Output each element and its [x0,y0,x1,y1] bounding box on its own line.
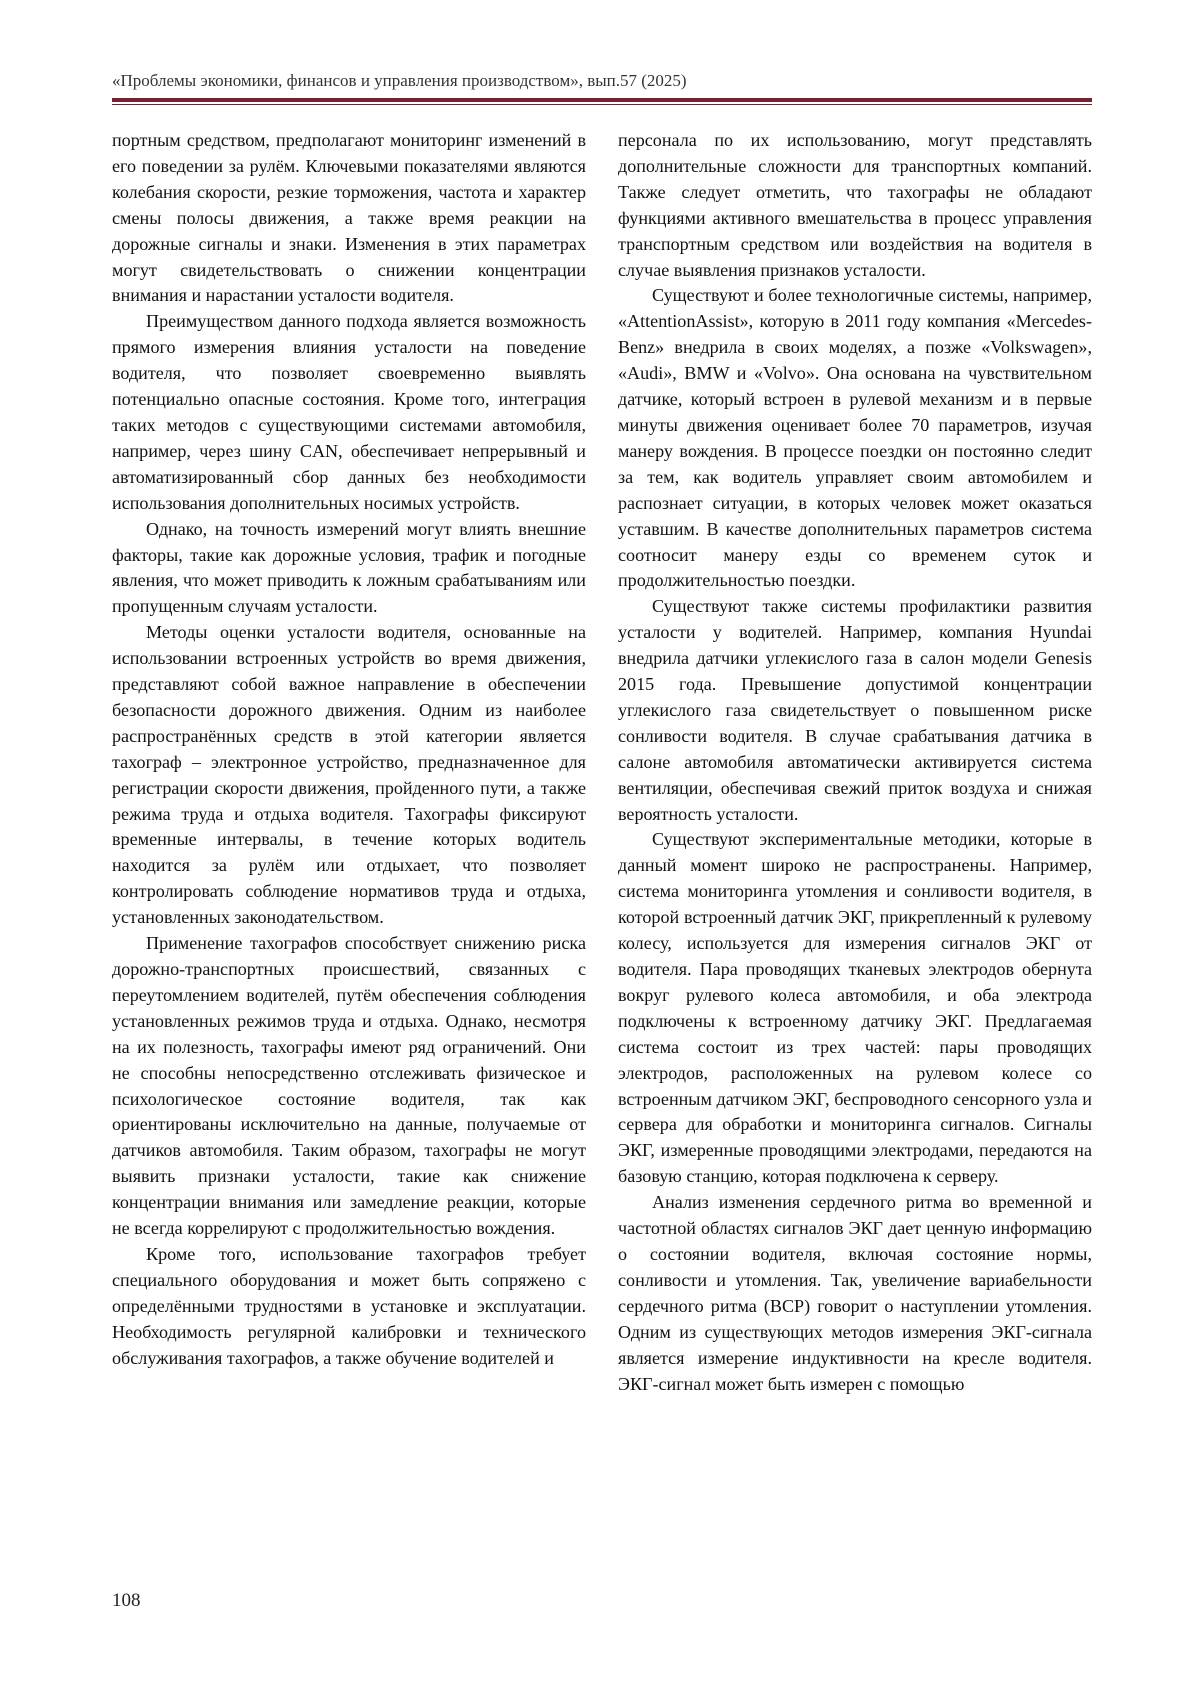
left-column [112,128,586,1372]
paragraph: Преимуществом данного подхода является возможность прямого измерения влияния усталости на поведение водителя, что позволяет своевременно выявлять потенциально опасные состояния. Кроме того, интеграция таких методов с существующими системами автомобиля, например, через шину CAN, обеспечивает непрерывный и автоматизированный сбор данных без необходимости использования дополнительных носимых устройств. [112,311,586,513]
paragraph: Методы оценки усталости водителя, основанные на использовании встроенных устройств во время движения, представляют собой важное направление в обеспечении безопасности дорожного движения. Одним из наиболее распространённых средств в этой категории является тахограф – электронное устройство, предназначенное для регистрации скорости движения, пройденного пути, а также режима труда и отдыха водителя. Тахографы фиксируют временные интервалы, в течение которых водитель находится за рулём или отдыхает, что позволяет контролировать соблюдение нормативов труда и отдыха, установленных законодательством. [112,622,586,928]
paragraph: Существуют также системы профилактики развития усталости у водителей. Например, компания Hyundai внедрила датчики углекислого газа в салон модели Genesis 2015 года. Превышение допустимой концентрации углекислого газа свидетельствует о повышенном риске сонливости водителя. В случае срабатывания датчика в салоне автомобиля автоматически активируется система вентиляции, обеспечивая свежий приток воздуха и снижая вероятность усталости. [618,596,1092,824]
paragraph: персонала по их использованию, могут представлять дополнительные сложности для транспортных компаний. Также следует отметить, что тахографы не обладают функциями активного вмешательства в процесс управления транспортным средством или воздействия на водителя в случае выявления признаков усталости. [618,130,1092,280]
right-column [618,128,1092,1397]
page-number: 108 [112,1590,141,1611]
paragraph: Применение тахографов способствует снижению риска дорожно-транспортных происшествий, связанных с переутомлением водителей, путём обеспечения соблюдения установленных режимов труда и отдыха. Однако, несмотря на их полезность, тахографы имеют ряд ограничений. Они не способны непосредственно отслеживать физическое и психологическое состояние водителя, так как ориентированы исключительно на данные, получаемые от датчиков автомобиля. Таким образом, тахографы не могут выявить признаки усталости, такие как снижение концентрации внимания или замедление реакции, которые не всегда коррелируют с продолжительностью вождения. [112,933,586,1239]
paragraph: Анализ изменения сердечного ритма во временной и частотной областях сигналов ЭКГ дает ценную информацию о состоянии водителя, включая состояние нормы, сонливости и утомления. Так, увеличение вариабельности сердечного ритма (ВСР) говорит о наступлении утомления. Одним из существующих методов измерения ЭКГ-сигнала является измерение индуктивности на кресле водителя. ЭКГ-сигнал может быть измерен с помощью [618,1192,1092,1394]
paragraph: Существуют и более технологичные системы, например, «AttentionAssist», которую в 2011 году компания «Mercedes-Benz» внедрила в своих моделях, а позже «Volkswagen», «Audi», BMW и «Volvo». Она основана на чувствительном датчике, который встроен в рулевой механизм и в первые минуты движения оценивает более 70 параметров, изучая манеру вождения. В процессе поездки он постоянно следит за тем, как водитель управляет своим автомобилем и распознает ситуации, в которых человек может оказаться уставшим. В качестве дополнительных параметров система соотносит манеру езды со временем суток и продолжительностью поездки. [618,285,1092,591]
journal-header: «Проблемы экономики, финансов и управления производством», вып.57 (2025) [112,71,687,90]
header-rule-thick [112,98,1092,102]
paragraph: Существуют экспериментальные методики, которые в данный момент широко не распространены. Например, система мониторинга утомления и сонливости водителя, в которой встроенный датчик ЭКГ, прикрепленный к рулевому колесу, используется для измерения сигналов ЭКГ от водителя. Пара проводящих тканевых электродов обернута вокруг рулевого колеса автомобиля, и оба электрода подключены к встроенному датчику ЭКГ. Предлагаемая система состоит из трех частей: пары проводящих электродов, расположенных на рулевом колесе со встроенным датчиком ЭКГ, беспроводного сенсорного узла и сервера для обработки и мониторинга сигналов. Сигналы ЭКГ, измеренные проводящими электродами, передаются на базовую станцию, которая подключена к серверу. [618,829,1092,1187]
paragraph: Кроме того, использование тахографов требует специального оборудования и может быть сопряжено с определёнными трудностями в установке и эксплуатации. Необходимость регулярной калибровки и технического обслуживания тахографов, а также обучение водителей и [112,1243,586,1368]
header-rule-thin [112,104,1092,105]
paragraph: Однако, на точность измерений могут влиять внешние факторы, такие как дорожные условия, трафик и погодные явления, что может приводить к ложным срабатываниям или пропущенным случаям усталости. [112,518,586,617]
paragraph: портным средством, предполагают мониторинг изменений в его поведении за рулём. Ключевыми показателями являются колебания скорости, резкие торможения, частота и характер смены полосы движения, а также время реакции на дорожные сигналы и знаки. Изменения в этих параметрах могут свидетельствовать о снижении концентрации внимания и нарастании усталости водителя. [112,130,586,306]
